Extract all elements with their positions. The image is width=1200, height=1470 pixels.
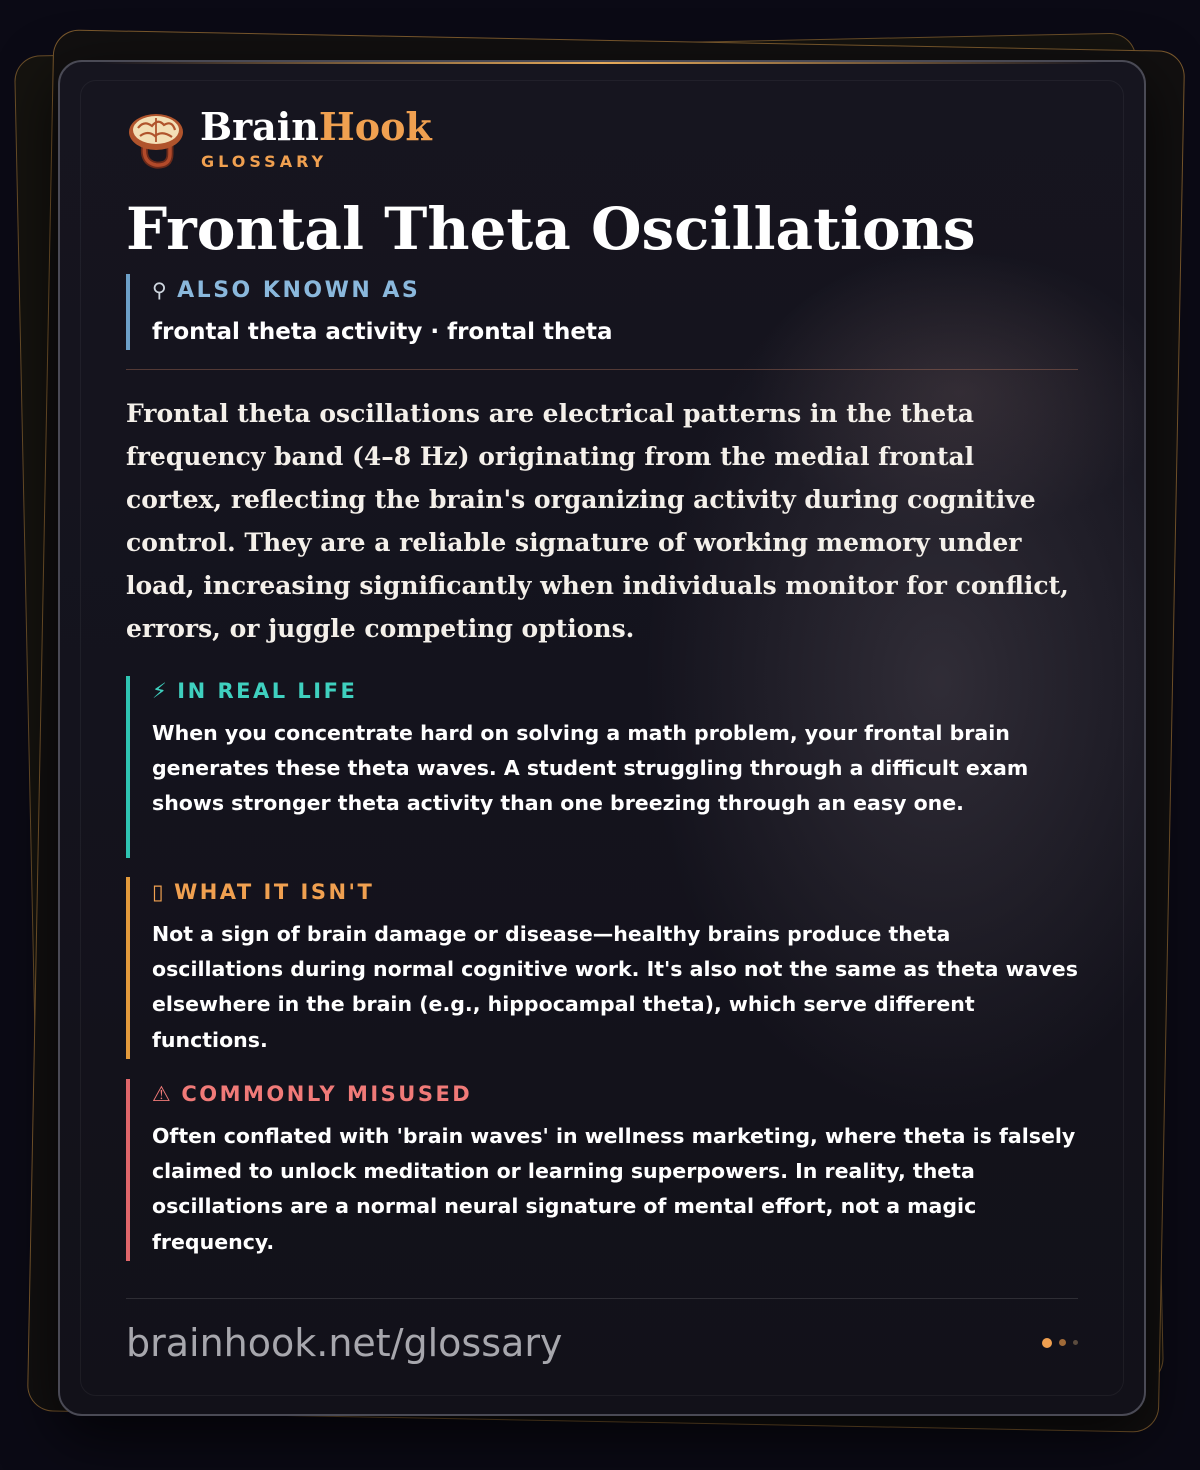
footer-url-link[interactable]: brainhook.net/glossary: [126, 1321, 563, 1365]
also-known-as-heading: [152, 274, 1026, 307]
section-body: When you concentrate hard on solving a math problem, your frontal brain generates these theta waves. A student struggling through a difficult exam shows stronger theta activity than one breezing through an easy one.: [152, 721, 1029, 816]
no-entry-icon: ▯: [152, 880, 167, 904]
page-dot[interactable]: [1059, 1339, 1066, 1346]
page-title: Frontal Theta Oscillations: [126, 195, 976, 263]
section-body: Often conflated with 'brain waves' in wellness marketing, where theta is falsely claimed to unlock meditation or learning superpowers. In reality, theta oscillations are a normal neural signature of mental effort, not a magic frequency.: [152, 1124, 1076, 1254]
footer-divider: [126, 1298, 1078, 1299]
page-dot-active[interactable]: [1042, 1338, 1052, 1348]
section-commonly-misused: [126, 1079, 1078, 1261]
section-heading: [152, 676, 1078, 706]
section-heading: [152, 877, 1078, 907]
section-heading-label: COMMONLY MISUSED: [181, 1082, 473, 1106]
brain-hook-logo-icon: [126, 110, 186, 170]
section-body: Not a sign of brain damage or disease—healthy brains produce theta oscillations during normal cognitive work. It's also not the same as theta waves elsewhere in the brain (e.g., hippocampal theta), which serve different functions.: [152, 922, 1078, 1052]
section-heading-label: IN REAL LIFE: [177, 679, 358, 703]
brand-subtitle: GLOSSARY: [201, 152, 328, 171]
brand-name-hook: Hook: [318, 104, 432, 149]
brand-name-brain: Brain: [200, 104, 319, 149]
brand-name: [200, 104, 432, 150]
lightbulb-icon: ⚲: [152, 278, 170, 302]
also-known-as-value: frontal theta activity · frontal theta: [152, 319, 613, 345]
warning-icon: ⚠: [152, 1082, 174, 1106]
also-known-as-block: [126, 274, 1026, 350]
card-accent-line: [100, 62, 1104, 64]
section-heading: [152, 1079, 1078, 1109]
divider: [126, 369, 1078, 370]
also-known-as-label: ALSO KNOWN AS: [177, 278, 421, 303]
lightning-icon: ⚡: [152, 679, 170, 703]
section-heading-label: WHAT IT ISN'T: [174, 880, 375, 904]
glossary-card: [58, 60, 1146, 1416]
section-what-it-isnt: [126, 877, 1078, 1059]
definition-text: Frontal theta oscillations are electrical patterns in the theta frequency band (4–8 Hz) originating from the medial frontal cortex, reflecting the brain's organizing activity during cognitive control. They are a reliable signature of working memory under load, increasing significantly when individuals monitor for conflict, errors, or juggle competing options.: [126, 399, 1069, 643]
page-dot[interactable]: [1073, 1340, 1078, 1345]
section-in-real-life: [126, 676, 1078, 858]
